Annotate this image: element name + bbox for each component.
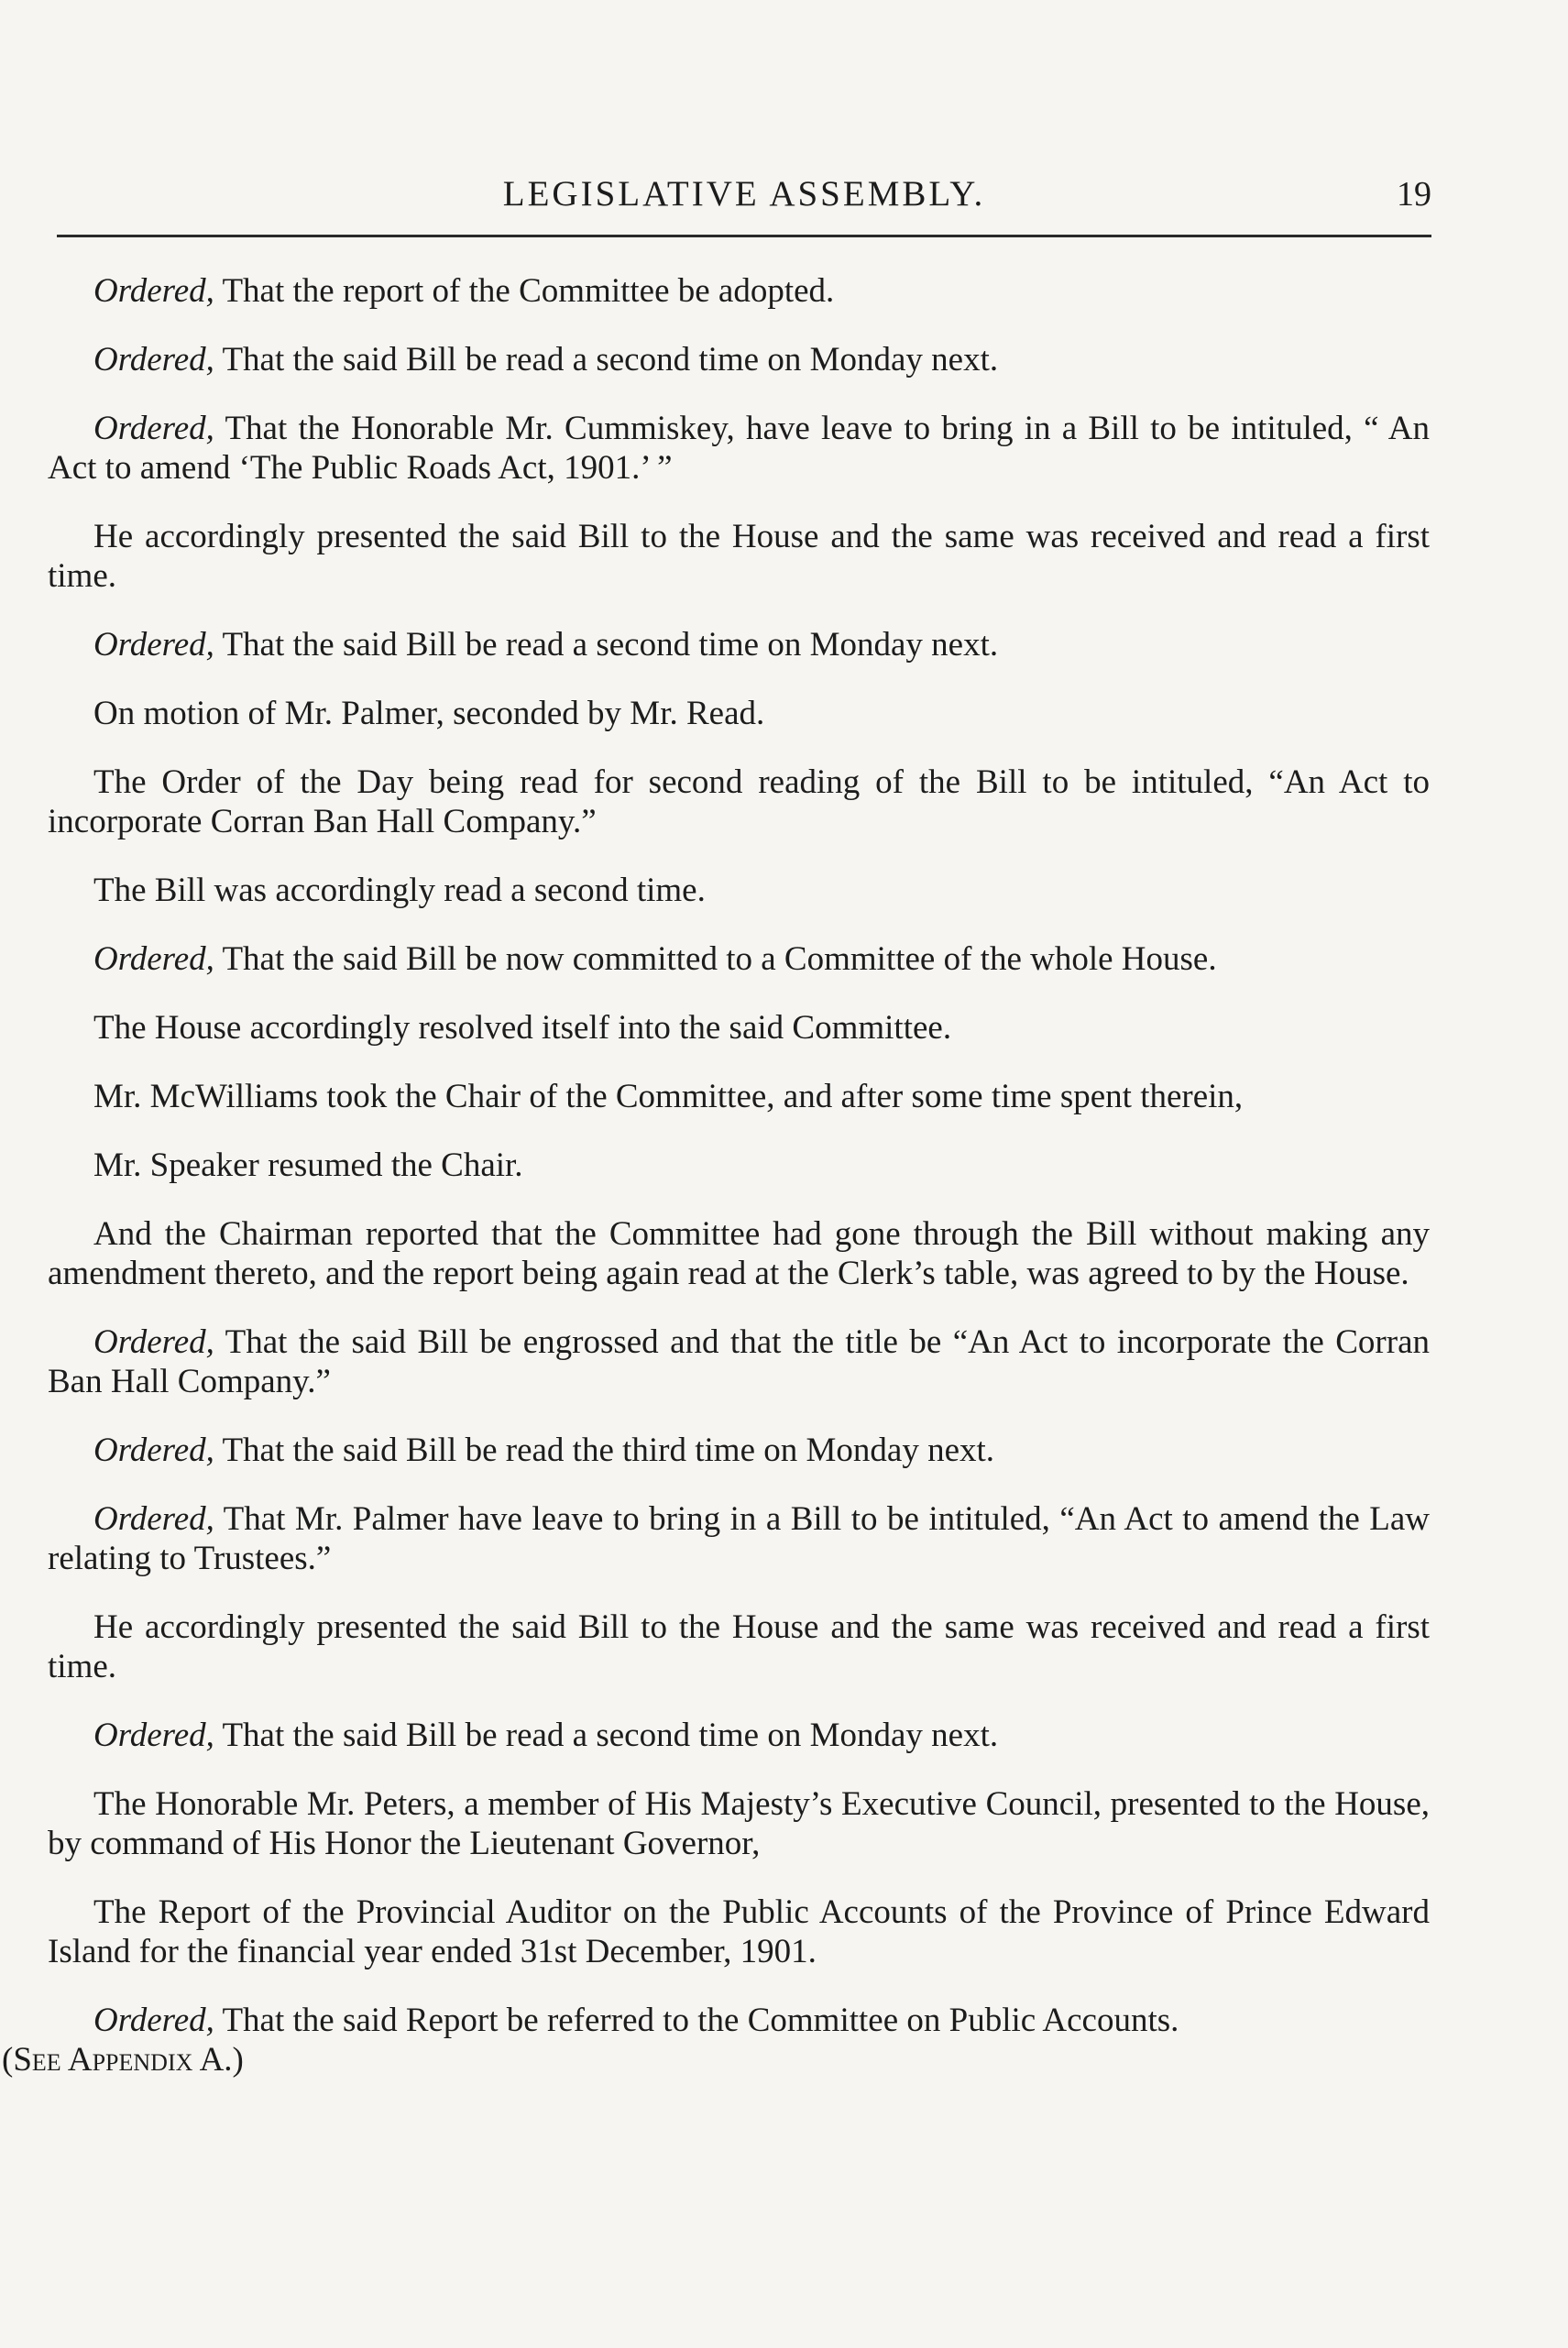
paragraph-text: He accordingly presented the said Bill to the House and the same was received and read a first time. (48, 1608, 1430, 1685)
paragraph (48, 871, 1430, 910)
paragraph-text: And the Chairman reported that the Committee had gone through the Bill without making any amendment thereto, and the report being again read at the Clerk’s table, was agreed to by the House. (48, 1215, 1430, 1292)
paragraph-lead: Ordered, (93, 1432, 214, 1469)
paragraph (48, 409, 1430, 488)
paragraph-text: He accordingly presented the said Bill to the House and the same was received and read a first time. (48, 518, 1430, 595)
paragraph-lead: Ordered, (93, 272, 214, 310)
paragraph-lead: Ordered, (93, 1500, 214, 1538)
paragraph-text: That the said Bill be read a second time on Monday next. (214, 1717, 999, 1754)
paragraph (48, 1008, 1430, 1048)
paragraph (48, 625, 1430, 664)
paragraph-text: That the said Bill be read a second time on Monday next. (214, 626, 999, 664)
paragraph-text: That the report of the Committee be adopted. (214, 272, 835, 310)
page-number: 19 (1397, 175, 1431, 214)
paragraph (48, 1322, 1430, 1401)
paragraph-text: That the said Bill be engrossed and that the title be “An Act to incorporate the Corran Ban Hall Company.” (48, 1323, 1430, 1400)
paragraph (48, 517, 1430, 596)
paragraph-lead: Ordered, (93, 626, 214, 664)
paragraph-text: Mr. McWilliams took the Chair of the Committee, and after some time spent therein, (93, 1078, 1244, 1115)
paragraph (48, 1146, 1430, 1185)
paragraph-text: Mr. Speaker resumed the Chair. (93, 1147, 523, 1184)
paragraph-text: The Report of the Provincial Auditor on the Public Accounts of the Province of Prince Edward Island for the financial year ended 31st December, 1901. (48, 1893, 1430, 1970)
paragraph-text: The Bill was accordingly read a second time. (93, 872, 706, 909)
paragraph (48, 340, 1430, 379)
paragraph-lead: Ordered, (93, 341, 214, 379)
paragraph (48, 271, 1430, 311)
paragraph-text: The Honorable Mr. Peters, a member of His Majesty’s Executive Council, presented to the House, by command of His Honor the Lieutenant Governor, (48, 1785, 1430, 1862)
paragraph (48, 1893, 1430, 1971)
header-rule (57, 235, 1431, 237)
paragraph (48, 1431, 1430, 1470)
page-header (57, 167, 1431, 222)
paragraph-text: That the said Bill be read the third time on Monday next. (214, 1432, 995, 1469)
paragraph-text: That Mr. Palmer have leave to bring in a Bill to be intituled, “An Act to amend the Law relating to Trustees.” (48, 1500, 1430, 1577)
paragraph-text: The Order of the Day being read for second reading of the Bill to be intituled, “An Act to incorporate Corran Ban Hall Company.” (48, 763, 1430, 840)
paragraph (48, 763, 1430, 841)
paragraph (48, 939, 1430, 979)
paragraph-lead: Ordered, (93, 940, 214, 978)
paragraph-text: That the Honorable Mr. Cummiskey, have leave to bring in a Bill to be intituled, “ An Act to amend ‘The Public Roads Act, 1901.’ ” (48, 410, 1430, 487)
paragraph-text: On motion of Mr. Palmer, seconded by Mr. Read. (93, 695, 765, 732)
paragraph (2, 2001, 1430, 2079)
appendix-note: (See Appendix A.) (2, 2041, 244, 2079)
paragraph (48, 1499, 1430, 1578)
paragraph (48, 1784, 1430, 1863)
paragraph-lead: Ordered, (93, 2002, 214, 2039)
paragraph (48, 1716, 1430, 1755)
paragraph (48, 1077, 1430, 1116)
paragraph (48, 1607, 1430, 1686)
paragraph-text: That the said Bill be read a second time on Monday next. (214, 341, 999, 379)
running-title: LEGISLATIVE ASSEMBLY. (502, 174, 986, 214)
paragraph-lead: Ordered, (93, 1717, 214, 1754)
paragraph-text: That the said Report be referred to the Committee on Public Accounts. (214, 2002, 1179, 2039)
paragraph (48, 1214, 1430, 1293)
body-text (2, 271, 1430, 2079)
paragraph (48, 694, 1430, 733)
paragraph-text: The House accordingly resolved itself into the said Committee. (93, 1009, 952, 1047)
paragraph-text: That the said Bill be now committed to a Committee of the whole House. (214, 940, 1217, 978)
paragraph-lead: Ordered, (93, 1323, 214, 1361)
paragraph-lead: Ordered, (93, 410, 214, 447)
